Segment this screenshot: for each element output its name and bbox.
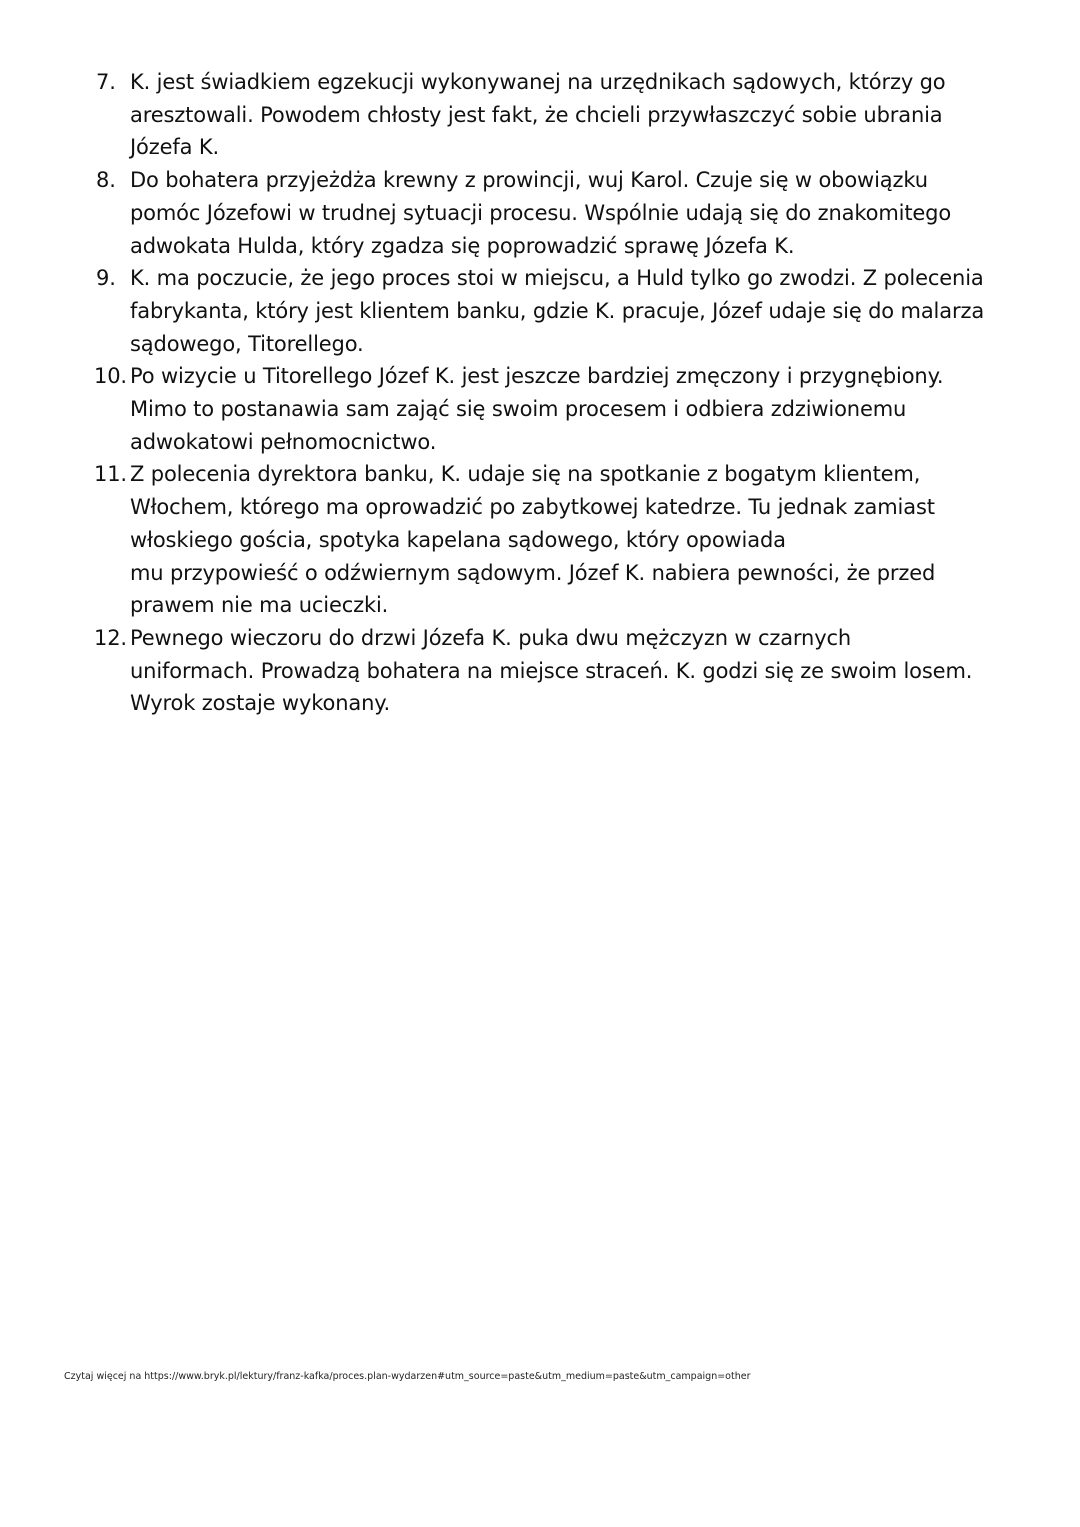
list-item-line: uniformach. Prowadzą bohatera na miejsce straceń. K. godzi się ze swoim losem.: [130, 658, 973, 683]
list-item: [96, 262, 1036, 360]
list-item-number: 8.: [96, 168, 116, 193]
list-item-line: fabrykanta, który jest klientem banku, gdzie K. pracuje, Józef udaje się do malarza: [130, 298, 985, 323]
list-item-line: adwokatowi pełnomocnictwo.: [130, 429, 437, 454]
list-item-line: sądowego, Titorellego.: [130, 331, 364, 356]
list-item-number: 9.: [96, 266, 116, 291]
list-item-line: Po wizycie u Titorellego Józef K. jest jeszcze bardziej zmęczony i przygnębiony.: [130, 364, 944, 389]
list-item-number: 7.: [96, 70, 116, 94]
event-plan-list: [96, 66, 1036, 720]
list-item-line: Do bohatera przyjeżdża krewny z prowincji, wuj Karol. Czuje się w obowiązku: [130, 168, 928, 193]
list-item-line: Mimo to postanawia sam zająć się swoim procesem i odbiera zdziwionemu: [130, 397, 907, 422]
list-item-line: prawem nie ma ucieczki.: [130, 593, 389, 618]
list-item: [96, 360, 1036, 458]
list-item-line: aresztowali. Powodem chłosty jest fakt, że chcieli przywłaszczyć sobie ubrania: [130, 102, 943, 127]
list-item-number: 10.: [94, 364, 127, 389]
list-item: [96, 622, 1036, 720]
list-item-line: Wyrok zostaje wykonany.: [130, 691, 391, 716]
list-item-line: K. jest świadkiem egzekucji wykonywanej na urzędnikach sądowych, którzy go: [130, 70, 946, 94]
list-item-line: Józefa K.: [130, 135, 220, 160]
list-item-number: 12.: [94, 625, 127, 650]
list-item-line: adwokata Hulda, który zgadza się poprowadzić sprawę Józefa K.: [130, 233, 795, 258]
list-item: [96, 66, 1036, 164]
list-item-line: pomóc Józefowi w trudnej sytuacji procesu. Wspólnie udają się do znakomitego: [130, 200, 952, 225]
list-item-line: mu przypowieść o odźwiernym sądowym. Józef K. nabiera pewności, że przed: [130, 560, 936, 585]
list-item: [96, 458, 1036, 622]
list-item-number: 11.: [94, 462, 127, 487]
list-item-line: Z polecenia dyrektora banku, K. udaje się na spotkanie z bogatym klientem,: [130, 462, 921, 487]
list-item-line: K. ma poczucie, że jego proces stoi w miejscu, a Huld tylko go zwodzi. Z polecenia: [130, 266, 984, 291]
source-footer: Czytaj więcej na https://www.bryk.pl/lektury/franz-kafka/proces.plan-wydarzen#utm_source=paste&utm_medium=paste&utm_campaign=other: [64, 1371, 751, 1382]
list-item-line: włoskiego gościa, spotyka kapelana sądowego, który opowiada: [130, 527, 786, 552]
list-item: [96, 164, 1036, 262]
list-item-line: Włochem, którego ma oprowadzić po zabytkowej katedrze. Tu jednak zamiast: [130, 495, 935, 520]
list-item-line: Pewnego wieczoru do drzwi Józefa K. puka dwu mężczyzn w czarnych: [130, 625, 852, 650]
